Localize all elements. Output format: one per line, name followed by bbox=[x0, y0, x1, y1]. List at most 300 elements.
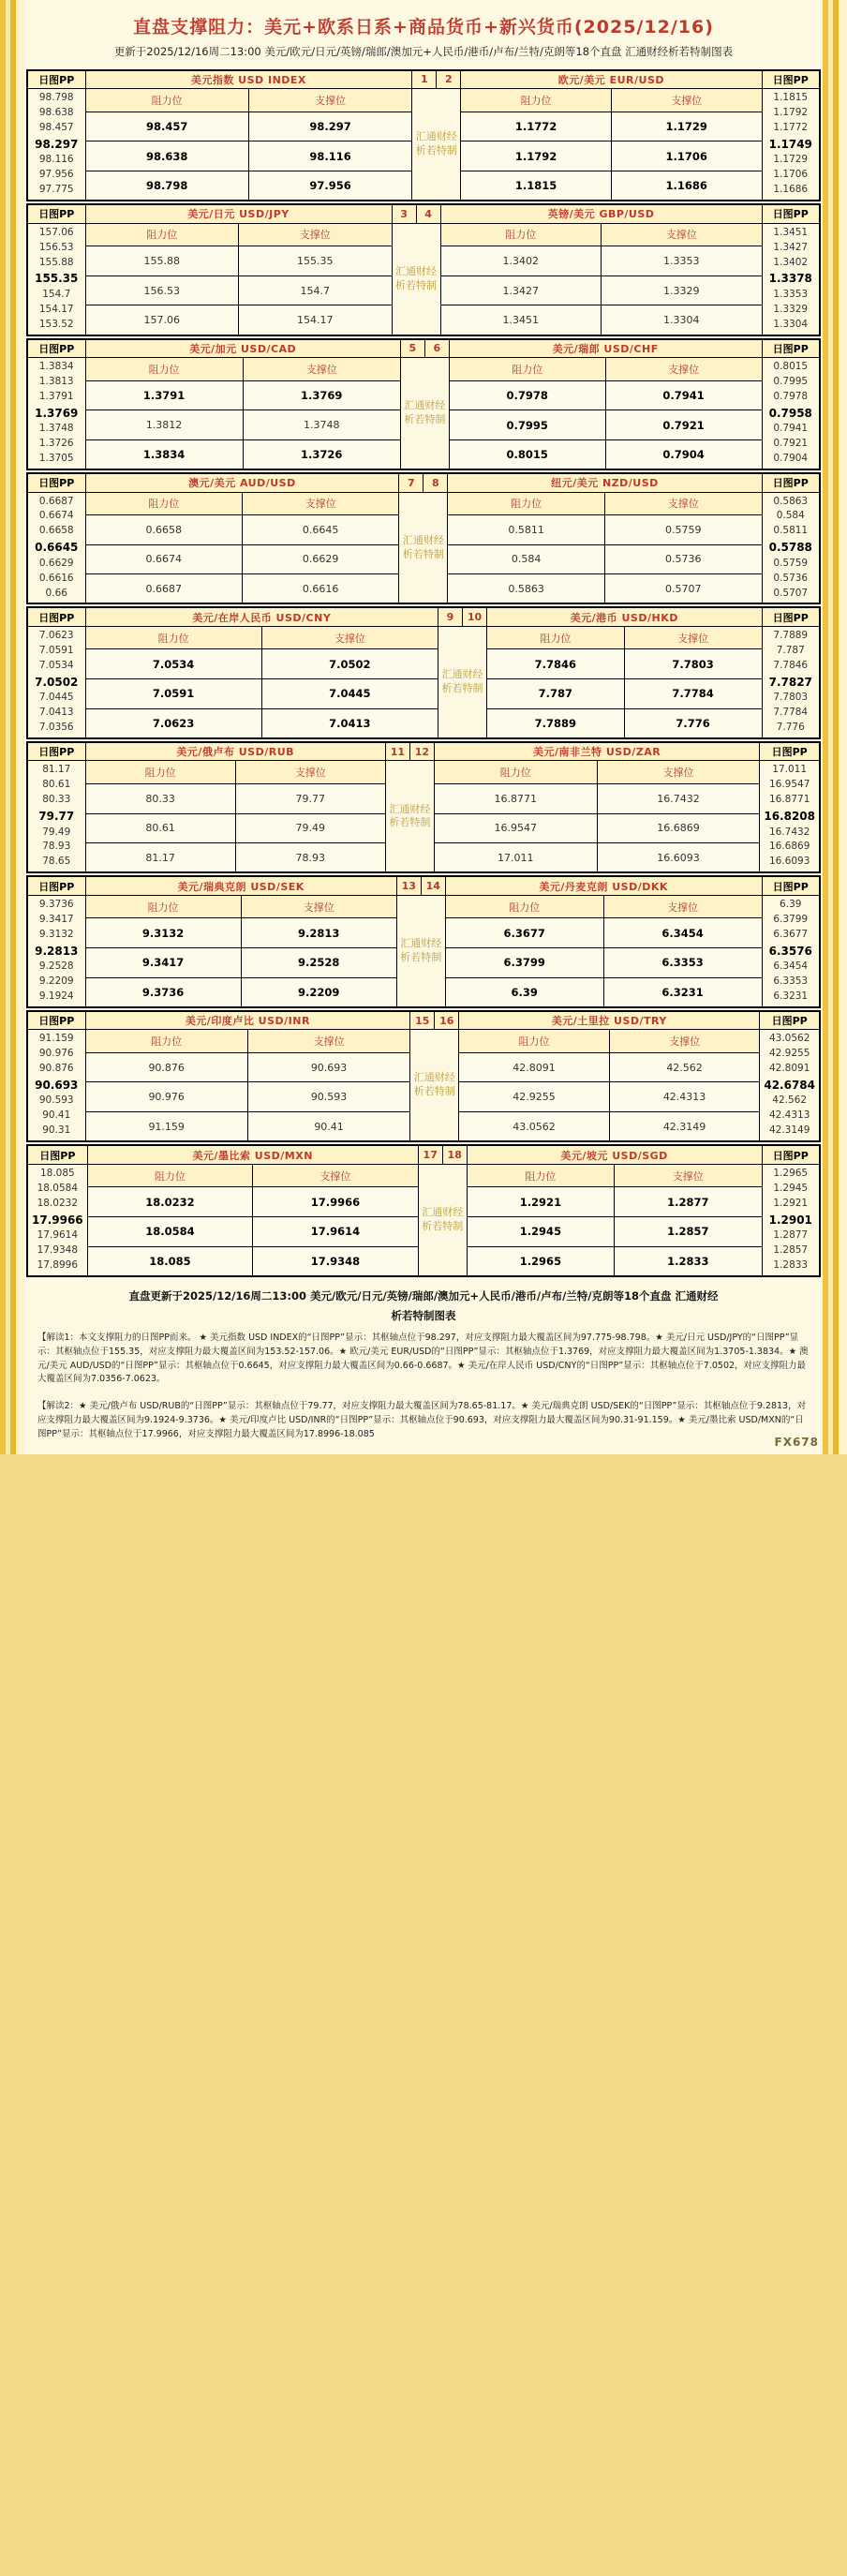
right-pair-title[interactable]: 美元/南非兰特 USD/ZAR bbox=[434, 742, 759, 761]
left-support-header: 支撑位 bbox=[261, 626, 438, 648]
pp-value: 6.3353 bbox=[773, 975, 809, 987]
right-resistance-value: 1.1792 bbox=[461, 141, 612, 171]
pp-value: 7.0534 bbox=[38, 659, 74, 671]
left-support-value: 17.9348 bbox=[253, 1246, 419, 1276]
pp-value: 78.93 bbox=[42, 841, 71, 853]
pp-value: 1.1749 bbox=[768, 138, 812, 152]
left-resistance-value: 80.61 bbox=[85, 813, 235, 843]
left-pp-list bbox=[28, 627, 85, 737]
right-pp-header: 日图PP bbox=[762, 607, 820, 626]
right-support-value: 1.1706 bbox=[611, 141, 762, 171]
right-pair-title[interactable]: 美元/丹麦克朗 USD/DKK bbox=[445, 876, 762, 895]
right-resistance-value: 16.8771 bbox=[434, 783, 597, 813]
pp-value: 7.7846 bbox=[773, 659, 809, 671]
left-resistance-header: 阻力位 bbox=[85, 492, 242, 514]
center-watermark: 汇通财经 析若特制 bbox=[392, 223, 440, 335]
right-resistance-value: 1.3402 bbox=[440, 246, 601, 276]
pp-value: 6.3799 bbox=[773, 913, 809, 925]
left-pp-header: 日图PP bbox=[27, 607, 85, 626]
left-index-number: 9 bbox=[438, 607, 463, 626]
note-2: 【解读2：★ 美元/俄卢布 USD/RUB的“日图PP”显示：其枢轴点位于79.77，对应支撑阻力最大覆盖区间为78.65-81.17。★ 美元/瑞典克朗 USD/SEK的“日图PP”显示：其枢轴点位于9.2813，对应支撑阻力最大覆盖区间为9.1924-9.3736。★ 美元/印度卢比 USD/INR的“日图PP”显示：其枢轴点位于90.693，对应支撑阻力最大覆盖区间为90.31-91.159。★ 美元/墨比索 USD/MXN的“日图PP”显示：其枢轴点位于17.9966，对应支撑阻力最大覆盖区间为17.8996-18.085 bbox=[37, 1401, 807, 1439]
right-pp-column bbox=[762, 626, 820, 737]
left-index-number: 15 bbox=[410, 1011, 435, 1030]
pp-value: 1.3329 bbox=[773, 303, 809, 315]
pp-value: 156.53 bbox=[38, 241, 74, 253]
right-resistance-value: 0.5863 bbox=[448, 574, 605, 604]
pp-value: 155.88 bbox=[38, 256, 74, 268]
center-watermark: 汇通财经 析若特制 bbox=[399, 492, 448, 603]
pp-value: 0.7958 bbox=[768, 406, 812, 420]
left-resistance-value: 90.876 bbox=[85, 1052, 247, 1082]
right-pp-column bbox=[762, 492, 820, 603]
pp-value: 1.1729 bbox=[773, 154, 809, 166]
right-support-header: 支撑位 bbox=[605, 358, 762, 380]
left-pp-column bbox=[27, 358, 85, 469]
left-pp-header: 日图PP bbox=[27, 204, 85, 223]
left-support-header: 支撑位 bbox=[253, 1164, 419, 1186]
right-resistance-value: 1.2945 bbox=[467, 1216, 614, 1246]
right-support-header: 支撑位 bbox=[611, 89, 762, 112]
left-support-header: 支撑位 bbox=[241, 895, 396, 917]
left-resistance-header: 阻力位 bbox=[85, 358, 243, 380]
left-resistance-value: 18.085 bbox=[87, 1246, 253, 1276]
right-resistance-value: 0.5811 bbox=[448, 514, 605, 544]
left-pair-title[interactable]: 美元/加元 USD/CAD bbox=[85, 339, 400, 358]
left-support-value: 17.9966 bbox=[253, 1187, 419, 1217]
left-pp-column bbox=[27, 1164, 87, 1275]
page-subtitle: 更新于2025/12/16周二13:00 美元/欧元/日元/英镑/瑞郎/澳加元+人民币/港币/卢布/兰特/克朗等18个直盘 汇通财经析若特制图表 bbox=[113, 45, 734, 58]
pp-value: 0.5788 bbox=[768, 541, 812, 555]
left-support-value: 7.0413 bbox=[261, 708, 438, 738]
left-resistance-value: 18.0232 bbox=[87, 1187, 253, 1217]
pp-value: 97.956 bbox=[38, 169, 74, 181]
right-resistance-header: 阻力位 bbox=[487, 626, 625, 648]
right-pp-list bbox=[763, 627, 820, 737]
left-resistance-value: 0.6687 bbox=[85, 574, 242, 604]
right-pair-title[interactable]: 美元/土里拉 USD/TRY bbox=[459, 1011, 760, 1030]
pp-value: 43.0562 bbox=[768, 1033, 810, 1045]
right-support-header: 支撑位 bbox=[624, 626, 762, 648]
pp-value: 7.0356 bbox=[38, 721, 74, 733]
left-resistance-value: 0.6658 bbox=[85, 514, 242, 544]
pp-value: 0.7921 bbox=[773, 438, 809, 450]
left-pp-header: 日图PP bbox=[27, 473, 85, 492]
right-resistance-value: 42.9255 bbox=[459, 1082, 610, 1112]
right-pp-list bbox=[763, 1165, 820, 1275]
table-row bbox=[27, 708, 820, 738]
left-resistance-value: 155.88 bbox=[85, 246, 238, 276]
pp-value: 7.0413 bbox=[38, 707, 74, 719]
right-pair-title[interactable]: 美元/瑞郎 USD/CHF bbox=[449, 339, 762, 358]
pp-value: 0.7978 bbox=[773, 390, 809, 402]
right-resistance-value: 6.39 bbox=[445, 977, 603, 1007]
left-resistance-value: 90.976 bbox=[85, 1082, 247, 1112]
left-index-number: 1 bbox=[412, 70, 437, 89]
left-support-value: 17.9614 bbox=[253, 1216, 419, 1246]
left-resistance-header: 阻力位 bbox=[85, 89, 248, 112]
pp-value: 0.584 bbox=[776, 510, 805, 522]
table-row bbox=[27, 679, 820, 709]
pp-value: 7.776 bbox=[776, 721, 805, 733]
right-pp-list bbox=[763, 89, 820, 200]
decorative-right-border bbox=[823, 0, 847, 1454]
right-resistance-value: 1.1772 bbox=[461, 112, 612, 141]
pp-value: 80.33 bbox=[42, 794, 71, 806]
pp-value: 153.52 bbox=[38, 318, 74, 330]
right-resistance-value: 7.7889 bbox=[487, 708, 625, 738]
left-support-value: 1.3726 bbox=[243, 439, 400, 469]
left-pair-title[interactable]: 美元指数 USD INDEX bbox=[85, 70, 412, 89]
pair-block bbox=[26, 69, 821, 201]
right-resistance-header: 阻力位 bbox=[467, 1164, 614, 1186]
pp-value: 42.8091 bbox=[768, 1063, 810, 1075]
left-pp-list bbox=[28, 493, 85, 603]
pp-value: 1.3402 bbox=[773, 256, 809, 268]
pp-value: 16.6869 bbox=[768, 841, 810, 853]
left-support-value: 1.3748 bbox=[243, 410, 400, 440]
left-pp-list bbox=[28, 896, 85, 1006]
center-watermark: 汇通财经 析若特制 bbox=[438, 626, 487, 737]
pp-value: 7.0623 bbox=[38, 629, 74, 641]
pp-value: 0.5811 bbox=[773, 525, 809, 537]
pp-value: 18.085 bbox=[39, 1167, 75, 1179]
right-resistance-value: 0.7978 bbox=[449, 380, 605, 410]
right-support-value: 16.7432 bbox=[597, 783, 760, 813]
pp-value: 9.3417 bbox=[38, 913, 74, 925]
note-1: 【解读1：本文支撑阻力的日图PP而来。 ★ 美元指数 USD INDEX的“日图PP”显示：其枢轴点位于98.297，对应支撑阻力最大覆盖区间为97.775-98.798。★ 美元/日元 USD/JPY的“日图PP”显示：其枢轴点位于155.35，对应支撑阻力最大覆盖区间为153.52-157.06。★ 欧元/美元 EUR/USD的“日图PP”显示：其枢轴点位于1.3769，对应支撑阻力最大覆盖区间为1.3705-1.3834。★ 澳元/美元 AUD/USD的“日图PP”显示：其枢轴点位于0.6645，对应支撑阻力最大覆盖区间为0.66-0.6687。★ 美元/在岸人民币 USD/CNY的“日图PP”显示：其枢轴点位于7.0502，对应支撑阻力最大覆盖区间为7.0356-7.0623。 bbox=[37, 1333, 809, 1385]
left-support-header: 支撑位 bbox=[238, 223, 392, 246]
right-pair-title[interactable]: 美元/坡元 USD/SGD bbox=[467, 1145, 762, 1164]
left-index-number: 11 bbox=[385, 742, 409, 761]
right-support-value: 6.3353 bbox=[603, 948, 762, 978]
center-watermark: 汇通财经 析若特制 bbox=[410, 1030, 459, 1141]
pp-value: 42.3149 bbox=[768, 1124, 810, 1137]
pp-value: 9.3736 bbox=[38, 898, 74, 910]
pp-value: 0.7995 bbox=[773, 376, 809, 388]
pp-value: 9.2209 bbox=[38, 975, 74, 987]
right-resistance-value: 1.3427 bbox=[440, 275, 601, 305]
left-pp-list bbox=[28, 1030, 85, 1140]
left-index-number: 7 bbox=[399, 473, 424, 492]
left-pair-title[interactable]: 美元/墨比索 USD/MXN bbox=[87, 1145, 418, 1164]
left-resistance-value: 98.798 bbox=[85, 171, 248, 201]
pp-value: 6.39 bbox=[780, 898, 802, 910]
left-resistance-value: 1.3834 bbox=[85, 439, 243, 469]
pp-value: 1.3353 bbox=[773, 288, 809, 300]
right-pair-title[interactable]: 英镑/美元 GBP/USD bbox=[440, 204, 762, 223]
pp-value: 155.35 bbox=[35, 272, 79, 286]
left-resistance-header: 阻力位 bbox=[85, 626, 261, 648]
right-resistance-value: 0.8015 bbox=[449, 439, 605, 469]
right-support-value: 42.562 bbox=[609, 1052, 760, 1082]
left-resistance-value: 98.457 bbox=[85, 112, 248, 141]
pp-value: 42.4313 bbox=[768, 1109, 810, 1122]
pp-value: 16.9547 bbox=[768, 779, 810, 791]
left-pp-column bbox=[27, 1030, 85, 1141]
pp-value: 7.7784 bbox=[773, 707, 809, 719]
pp-value: 6.3454 bbox=[773, 960, 809, 972]
pp-value: 7.0502 bbox=[35, 675, 79, 689]
right-pp-list bbox=[763, 358, 820, 469]
left-resistance-value: 156.53 bbox=[85, 275, 238, 305]
right-resistance-header: 阻力位 bbox=[448, 492, 605, 514]
left-resistance-header: 阻力位 bbox=[87, 1164, 253, 1186]
pp-value: 1.3791 bbox=[38, 390, 74, 402]
right-resistance-value: 0.7995 bbox=[449, 410, 605, 440]
left-resistance-value: 7.0623 bbox=[85, 708, 261, 738]
pair-block bbox=[26, 203, 821, 335]
left-support-value: 79.49 bbox=[235, 813, 385, 843]
pp-value: 18.0232 bbox=[37, 1197, 79, 1209]
pp-value: 6.3231 bbox=[773, 990, 809, 1002]
right-index-number: 14 bbox=[421, 876, 445, 895]
pp-value: 0.7941 bbox=[773, 423, 809, 435]
pp-value: 79.77 bbox=[38, 810, 75, 824]
right-support-value: 1.1686 bbox=[611, 171, 762, 201]
right-resistance-value: 1.2965 bbox=[467, 1246, 614, 1276]
content-area bbox=[24, 0, 823, 1454]
right-support-value: 7.7784 bbox=[624, 679, 762, 709]
pp-value: 6.3576 bbox=[768, 944, 812, 958]
right-support-value: 0.5707 bbox=[604, 574, 762, 604]
pp-value: 7.7803 bbox=[773, 692, 809, 704]
right-pp-header: 日图PP bbox=[762, 70, 820, 89]
right-resistance-header: 阻力位 bbox=[440, 223, 601, 246]
left-pair-title[interactable]: 美元/瑞典克朗 USD/SEK bbox=[85, 876, 396, 895]
right-support-value: 7.776 bbox=[624, 708, 762, 738]
right-pp-header: 日图PP bbox=[762, 473, 820, 492]
pp-value: 0.7904 bbox=[773, 453, 809, 465]
left-pair-title[interactable]: 澳元/美元 AUD/USD bbox=[85, 473, 399, 492]
right-support-value: 16.6093 bbox=[597, 843, 760, 873]
pp-value: 0.6687 bbox=[38, 495, 74, 507]
left-resistance-value: 7.0591 bbox=[85, 679, 261, 709]
left-support-value: 154.7 bbox=[238, 275, 392, 305]
pp-value: 1.3451 bbox=[773, 226, 809, 238]
pp-value: 7.787 bbox=[776, 644, 805, 656]
center-watermark: 汇通财经 析若特制 bbox=[385, 761, 434, 872]
right-pp-header: 日图PP bbox=[762, 876, 820, 895]
pp-value: 0.66 bbox=[45, 587, 67, 599]
pp-value: 0.8015 bbox=[773, 361, 809, 373]
right-pp-column bbox=[762, 89, 820, 201]
pp-value: 1.3813 bbox=[38, 376, 74, 388]
left-pp-header: 日图PP bbox=[27, 1011, 85, 1030]
fx678-watermark: FX678 bbox=[774, 1436, 819, 1450]
pp-value: 16.7432 bbox=[768, 826, 810, 838]
right-index-number: 10 bbox=[463, 607, 487, 626]
right-index-number: 8 bbox=[424, 473, 448, 492]
left-support-value: 9.2209 bbox=[241, 977, 396, 1007]
pp-value: 1.2945 bbox=[773, 1182, 809, 1194]
right-pair-title[interactable]: 欧元/美元 EUR/USD bbox=[461, 70, 762, 89]
left-resistance-value: 9.3736 bbox=[85, 977, 241, 1007]
pp-value: 1.1772 bbox=[773, 122, 809, 134]
left-resistance-value: 9.3417 bbox=[85, 948, 241, 978]
right-pair-title[interactable]: 美元/港币 USD/HKD bbox=[487, 607, 763, 626]
pp-value: 1.2965 bbox=[773, 1167, 809, 1179]
left-resistance-value: 7.0534 bbox=[85, 649, 261, 679]
pp-value: 98.638 bbox=[38, 107, 74, 119]
left-index-number: 17 bbox=[418, 1145, 442, 1164]
right-support-header: 支撑位 bbox=[609, 1030, 760, 1052]
pp-value: 1.3378 bbox=[768, 272, 812, 286]
left-pair-title[interactable]: 美元/在岸人民币 USD/CNY bbox=[85, 607, 438, 626]
right-resistance-value: 17.011 bbox=[434, 843, 597, 873]
pair-block bbox=[26, 338, 821, 470]
right-resistance-header: 阻力位 bbox=[449, 358, 605, 380]
left-support-value: 155.35 bbox=[238, 246, 392, 276]
left-pp-column bbox=[27, 895, 85, 1006]
left-pp-list bbox=[28, 224, 85, 335]
left-pp-header: 日图PP bbox=[27, 70, 85, 89]
pp-value: 16.6093 bbox=[768, 856, 810, 868]
left-support-value: 0.6629 bbox=[242, 544, 398, 574]
right-pair-title[interactable]: 纽元/美元 NZD/USD bbox=[448, 473, 762, 492]
pp-value: 1.2877 bbox=[773, 1228, 809, 1241]
pair-block bbox=[26, 472, 821, 604]
pp-value: 1.3304 bbox=[773, 318, 809, 330]
pp-value: 16.8771 bbox=[768, 794, 810, 806]
pp-value: 7.0445 bbox=[38, 692, 74, 704]
right-pp-list bbox=[760, 1030, 819, 1140]
pp-value: 1.2833 bbox=[773, 1258, 809, 1271]
left-support-value: 98.297 bbox=[248, 112, 411, 141]
left-resistance-header: 阻力位 bbox=[85, 761, 235, 783]
left-support-value: 9.2813 bbox=[241, 918, 396, 948]
pp-value: 1.3705 bbox=[38, 453, 74, 465]
pp-value: 0.5736 bbox=[773, 572, 809, 584]
right-index-number: 16 bbox=[435, 1011, 459, 1030]
right-resistance-value: 6.3799 bbox=[445, 948, 603, 978]
left-pp-column bbox=[27, 223, 85, 335]
left-pair-title[interactable]: 美元/日元 USD/JPY bbox=[85, 204, 392, 223]
pp-value: 1.3726 bbox=[38, 438, 74, 450]
right-resistance-value: 0.584 bbox=[448, 544, 605, 574]
pp-value: 154.7 bbox=[42, 288, 71, 300]
left-support-header: 支撑位 bbox=[243, 358, 400, 380]
right-resistance-header: 阻力位 bbox=[461, 89, 612, 112]
pp-value: 1.1706 bbox=[773, 169, 809, 181]
pp-value: 1.2857 bbox=[773, 1243, 809, 1256]
left-resistance-value: 18.0584 bbox=[87, 1216, 253, 1246]
right-support-value: 0.5759 bbox=[604, 514, 762, 544]
decorative-left-border bbox=[0, 0, 24, 1454]
pp-value: 9.2813 bbox=[35, 944, 79, 958]
pp-value: 0.6674 bbox=[38, 510, 74, 522]
right-support-value: 1.2857 bbox=[615, 1216, 762, 1246]
pp-value: 1.1792 bbox=[773, 107, 809, 119]
pp-value: 0.5863 bbox=[773, 495, 809, 507]
right-resistance-header: 阻力位 bbox=[445, 895, 603, 917]
footer-line2: 析若特制图表 bbox=[391, 1309, 456, 1322]
right-support-header: 支撑位 bbox=[604, 492, 762, 514]
left-pp-column bbox=[27, 492, 85, 603]
pp-value: 80.61 bbox=[42, 779, 71, 791]
left-pp-header: 日图PP bbox=[27, 876, 85, 895]
pp-value: 90.693 bbox=[35, 1079, 79, 1093]
right-support-value: 16.6869 bbox=[597, 813, 760, 843]
right-pp-list bbox=[763, 224, 820, 335]
right-pp-header: 日图PP bbox=[760, 1011, 820, 1030]
right-support-value: 42.4313 bbox=[609, 1082, 760, 1112]
left-pp-header: 日图PP bbox=[27, 742, 85, 761]
right-pp-column bbox=[762, 358, 820, 469]
pp-value: 1.3769 bbox=[35, 406, 79, 420]
pp-value: 98.798 bbox=[38, 92, 74, 104]
pp-value: 98.116 bbox=[38, 154, 74, 166]
left-pp-header: 日图PP bbox=[27, 1145, 87, 1164]
left-resistance-value: 1.3812 bbox=[85, 410, 243, 440]
left-resistance-value: 98.638 bbox=[85, 141, 248, 171]
left-support-value: 154.17 bbox=[238, 305, 392, 335]
right-pp-header: 日图PP bbox=[762, 204, 820, 223]
pp-value: 6.3677 bbox=[773, 928, 809, 940]
pp-value: 18.0584 bbox=[37, 1182, 79, 1194]
left-pair-title[interactable]: 美元/俄卢布 USD/RUB bbox=[85, 742, 385, 761]
left-support-value: 1.3769 bbox=[243, 380, 400, 410]
left-resistance-value: 157.06 bbox=[85, 305, 238, 335]
pp-value: 1.3834 bbox=[38, 361, 74, 373]
left-pp-list bbox=[28, 761, 85, 871]
pp-value: 0.5707 bbox=[773, 587, 809, 599]
pair-block bbox=[26, 606, 821, 738]
pp-value: 9.3132 bbox=[38, 928, 74, 940]
right-pp-header: 日图PP bbox=[762, 1145, 820, 1164]
blocks-container bbox=[26, 69, 821, 1277]
left-support-value: 90.593 bbox=[247, 1082, 409, 1112]
pp-value: 90.593 bbox=[38, 1094, 74, 1107]
right-index-number: 12 bbox=[409, 742, 434, 761]
right-resistance-value: 7.7846 bbox=[487, 649, 625, 679]
right-resistance-value: 1.2921 bbox=[467, 1187, 614, 1217]
right-resistance-value: 1.1815 bbox=[461, 171, 612, 201]
pp-value: 7.7889 bbox=[773, 629, 809, 641]
left-pp-list bbox=[28, 89, 85, 200]
right-pp-list bbox=[760, 761, 819, 871]
left-support-value: 0.6645 bbox=[242, 514, 398, 544]
page-title: 直盘支撑阻力：美元+欧系日系+商品货币+新兴货币(2025/12/16) bbox=[133, 17, 714, 37]
right-resistance-value: 7.787 bbox=[487, 679, 625, 709]
right-pp-header: 日图PP bbox=[762, 339, 820, 358]
right-index-number: 2 bbox=[437, 70, 461, 89]
pp-value: 0.6616 bbox=[38, 572, 74, 584]
right-pp-header: 日图PP bbox=[760, 742, 820, 761]
pp-value: 0.6658 bbox=[38, 525, 74, 537]
right-index-number: 4 bbox=[416, 204, 440, 223]
pp-value: 81.17 bbox=[42, 764, 71, 776]
left-pair-title[interactable]: 美元/印度卢比 USD/INR bbox=[85, 1011, 410, 1030]
pp-value: 17.011 bbox=[772, 764, 808, 776]
pp-value: 157.06 bbox=[38, 226, 74, 238]
pp-value: 1.2901 bbox=[768, 1213, 812, 1227]
left-pp-header: 日图PP bbox=[27, 339, 85, 358]
right-pp-column bbox=[762, 895, 820, 1006]
right-support-value: 0.7941 bbox=[605, 380, 762, 410]
left-resistance-value: 0.6674 bbox=[85, 544, 242, 574]
left-support-header: 支撑位 bbox=[235, 761, 385, 783]
pp-value: 42.9255 bbox=[768, 1048, 810, 1060]
table-row bbox=[27, 649, 820, 679]
left-index-number: 13 bbox=[396, 876, 421, 895]
left-resistance-value: 81.17 bbox=[85, 843, 235, 873]
right-resistance-value: 42.8091 bbox=[459, 1052, 610, 1082]
pp-value: 78.65 bbox=[42, 856, 71, 868]
right-pp-column bbox=[760, 1030, 820, 1141]
right-support-value: 0.7904 bbox=[605, 439, 762, 469]
left-resistance-value: 9.3132 bbox=[85, 918, 241, 948]
left-support-header: 支撑位 bbox=[248, 89, 411, 112]
